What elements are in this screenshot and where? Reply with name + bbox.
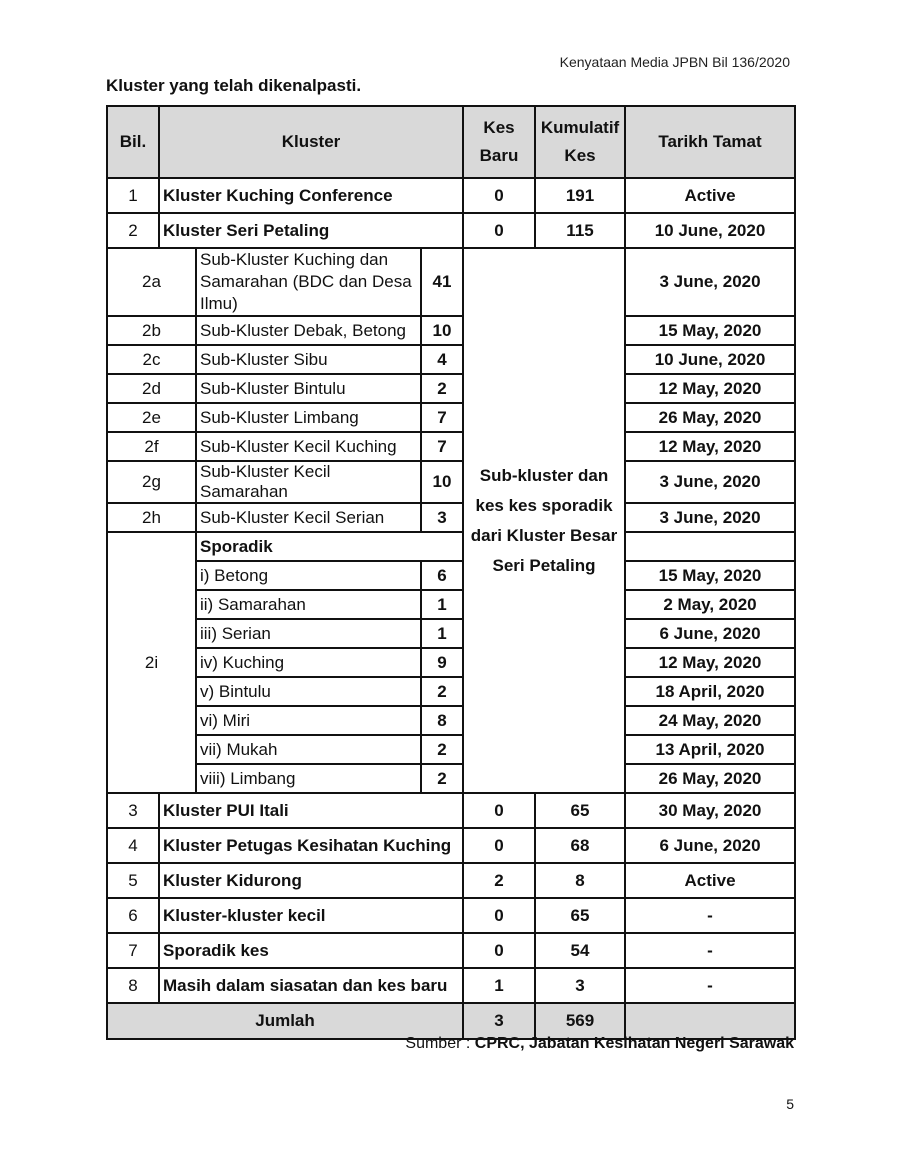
total-label: Jumlah [107,1003,463,1039]
page-number: 5 [786,1096,794,1112]
sporadik-tarikh: 26 May, 2020 [625,764,795,793]
sub-cluster-row [107,248,795,316]
sporadik-tarikh: 15 May, 2020 [625,561,795,590]
table-row [107,968,795,1003]
sub-name: Sub-Kluster Kecil Kuching [196,432,421,461]
sub-id: 2g [107,461,196,503]
sub-cluster-row [107,432,795,461]
row-kumulatif: 54 [535,933,625,968]
sporadik-row [107,648,795,677]
row-bil: 1 [107,178,159,213]
sub-tarikh: 12 May, 2020 [625,432,795,461]
sporadik-title: Sporadik [196,532,463,561]
sub-value: 10 [421,461,463,503]
table-row [107,213,795,248]
sporadik-value: 8 [421,706,463,735]
sporadik-tarikh: 24 May, 2020 [625,706,795,735]
row-name: Masih dalam siasatan dan kes baru [159,968,463,1003]
sub-tarikh: 3 June, 2020 [625,248,795,316]
sporadik-title-row [107,532,795,561]
sub-cluster-row [107,316,795,345]
row-tarikh: 10 June, 2020 [625,213,795,248]
sporadik-value: 1 [421,590,463,619]
row-tarikh: - [625,933,795,968]
row-tarikh: Active [625,178,795,213]
table-row [107,178,795,213]
sporadik-name: vi) Miri [196,706,421,735]
sporadik-row [107,590,795,619]
row-name: Kluster Kuching Conference [159,178,463,213]
sporadik-name: iii) Serian [196,619,421,648]
source-line [405,1035,794,1053]
row-kes-baru: 0 [463,898,535,933]
row-bil: 7 [107,933,159,968]
sub-id: 2a [107,248,196,316]
row-tarikh: Active [625,863,795,898]
sporadik-row [107,561,795,590]
source-name: CPRC, Jabatan Kesihatan Negeri Sarawak [474,1035,794,1052]
row-kes-baru: 2 [463,863,535,898]
row-kumulatif: 8 [535,863,625,898]
sub-cluster-row [107,503,795,532]
sub-tarikh: 3 June, 2020 [625,503,795,532]
sub-name: Sub-Kluster Bintulu [196,374,421,403]
sporadik-name: vii) Mukah [196,735,421,764]
sporadik-row [107,677,795,706]
sub-value: 41 [421,248,463,316]
sporadik-tarikh: 13 April, 2020 [625,735,795,764]
row-kumulatif: 65 [535,898,625,933]
sporadik-name: iv) Kuching [196,648,421,677]
sporadik-name: ii) Samarahan [196,590,421,619]
row-name: Kluster Petugas Kesihatan Kuching [159,828,463,863]
row-kumulatif: 3 [535,968,625,1003]
sporadik-value: 2 [421,677,463,706]
total-kes-baru: 3 [463,1003,535,1039]
row-bil: 5 [107,863,159,898]
sub-value: 7 [421,403,463,432]
row-bil: 8 [107,968,159,1003]
source-prefix: Sumber : [405,1035,471,1052]
row-tarikh: 6 June, 2020 [625,828,795,863]
sporadik-tarikh: 6 June, 2020 [625,619,795,648]
section-heading: Kluster yang telah dikenalpasti. [106,76,362,95]
sporadik-value: 2 [421,735,463,764]
sub-name: Sub-Kluster Limbang [196,403,421,432]
sub-value: 3 [421,503,463,532]
row-name: Kluster Kidurong [159,863,463,898]
sporadik-tarikh: 12 May, 2020 [625,648,795,677]
row-kumulatif: 68 [535,828,625,863]
header-kluster: Kluster [159,106,463,178]
sub-cluster-row [107,374,795,403]
sub-name: Sub-Kluster Kecil Samarahan [196,461,421,503]
row-kes-baru: 0 [463,178,535,213]
sporadik-value: 6 [421,561,463,590]
table-row [107,828,795,863]
sporadik-row [107,735,795,764]
sub-id: 2e [107,403,196,432]
sub-value: 4 [421,345,463,374]
sub-tarikh: 26 May, 2020 [625,403,795,432]
sporadik-value: 2 [421,764,463,793]
header-bil: Bil. [107,106,159,178]
sporadik-row [107,706,795,735]
sporadik-value: 1 [421,619,463,648]
sub-id: 2f [107,432,196,461]
table-row [107,898,795,933]
sub-value: 10 [421,316,463,345]
sub-id: 2b [107,316,196,345]
header-kes-baru: Kes Baru [463,106,535,178]
sub-name: Sub-Kluster Kuching dan Samarahan (BDC dan Desa Ilmu) [196,248,421,316]
sporadik-row [107,764,795,793]
total-kumulatif: 569 [535,1003,625,1039]
sporadik-id: 2i [107,532,196,793]
table-row [107,863,795,898]
table-row [107,933,795,968]
sub-cluster-row [107,461,795,503]
sub-cluster-note: Sub-kluster dan kes kes sporadik dari Kluster Besar Seri Petaling [463,248,625,793]
table-row [107,793,795,828]
sub-cluster-row [107,403,795,432]
sub-id: 2d [107,374,196,403]
sporadik-name: i) Betong [196,561,421,590]
cluster-table [106,105,796,1040]
row-kumulatif: 191 [535,178,625,213]
row-kes-baru: 0 [463,213,535,248]
row-name: Sporadik kes [159,933,463,968]
total-row [107,1003,795,1039]
row-kes-baru: 0 [463,933,535,968]
row-name: Kluster-kluster kecil [159,898,463,933]
sub-value: 2 [421,374,463,403]
sub-id: 2c [107,345,196,374]
sporadik-value: 9 [421,648,463,677]
row-kes-baru: 0 [463,828,535,863]
row-kes-baru: 0 [463,793,535,828]
sub-value: 7 [421,432,463,461]
sub-tarikh: 10 June, 2020 [625,345,795,374]
sporadik-title-tarikh [625,532,795,561]
row-name: Kluster PUI Itali [159,793,463,828]
row-bil: 2 [107,213,159,248]
header-tarikh: Tarikh Tamat [625,106,795,178]
sub-name: Sub-Kluster Kecil Serian [196,503,421,532]
sporadik-tarikh: 2 May, 2020 [625,590,795,619]
total-tarikh [625,1003,795,1039]
sub-tarikh: 3 June, 2020 [625,461,795,503]
sporadik-name: v) Bintulu [196,677,421,706]
row-kes-baru: 1 [463,968,535,1003]
row-tarikh: - [625,968,795,1003]
row-bil: 3 [107,793,159,828]
sub-tarikh: 15 May, 2020 [625,316,795,345]
sub-tarikh: 12 May, 2020 [625,374,795,403]
row-tarikh: 30 May, 2020 [625,793,795,828]
sub-id: 2h [107,503,196,532]
row-name: Kluster Seri Petaling [159,213,463,248]
sporadik-name: viii) Limbang [196,764,421,793]
table-header-row [107,106,795,178]
sporadik-row [107,619,795,648]
row-tarikh: - [625,898,795,933]
row-kumulatif: 115 [535,213,625,248]
row-kumulatif: 65 [535,793,625,828]
sub-name: Sub-Kluster Debak, Betong [196,316,421,345]
row-bil: 6 [107,898,159,933]
sporadik-tarikh: 18 April, 2020 [625,677,795,706]
document-header: Kenyataan Media JPBN Bil 136/2020 [559,54,790,70]
header-kumulatif: Kumulatif Kes [535,106,625,178]
row-bil: 4 [107,828,159,863]
sub-cluster-row [107,345,795,374]
sub-name: Sub-Kluster Sibu [196,345,421,374]
